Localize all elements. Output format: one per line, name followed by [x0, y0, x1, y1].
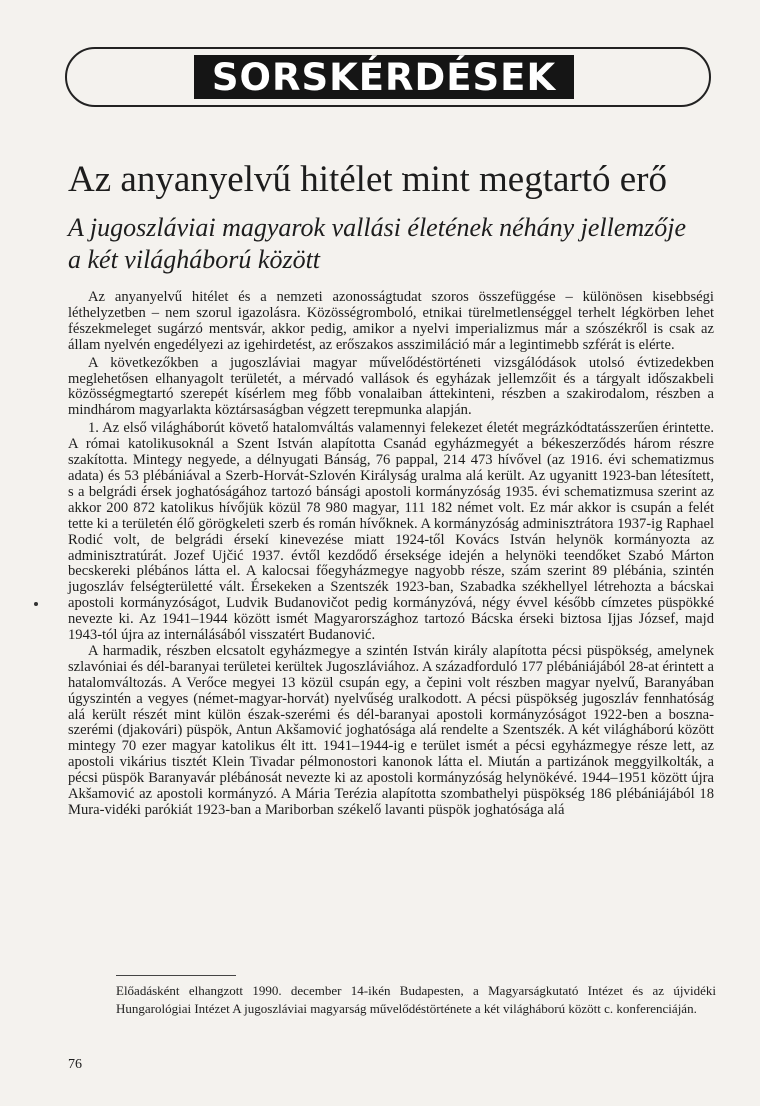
paragraph-scope: A következőkben a jugoszláviai magyar művelődéstörténeti vizsgálódások utolsó évtizedekben meglehetősen elhanyagolt területét, a mérvadó vallások és egyházak jellemzőit és a tárgyalt időszakbeli közösségmegtartó szerepét kísérlem meg főbb vonalaiban áttekinteni, részben a szakirodalom, részben a mindhárom magyarlakta köztársaságban végzett terepmunka alapján. — [68, 354, 714, 419]
article-body — [68, 290, 714, 819]
subtitle-line-2: a két világháború között — [68, 245, 321, 274]
margin-dot — [34, 602, 38, 606]
subtitle-line-1: A jugoszláviai magyarok vallási életének néhány jellemzője — [68, 213, 687, 242]
article-title: Az anyanyelvű hitélet mint megtartó erő — [68, 159, 667, 200]
paragraph-intro: Az anyanyelvű hitélet és a nemzeti azonosságtudat szoros összefüggése – különösen kisebbségi léthelyzetben – nem szorul igazolásra. Közösségromboló, etnikai türelmetlenséggel terhelt légkörben lehet fészekmeleget sugárzó mentsvár, akkor pedig, amikor a nyelvi imperializmus már a szószékről is csak az állam nyelvén engedélyezi az igehirdetést, az erőszakos asszimiláció már a legintimebb szférát is elérte. — [68, 289, 714, 353]
page-number: 76 — [68, 1057, 82, 1072]
paragraph-pecs-diocese: A harmadik, részben elcsatolt egyházmegye a szintén István király alapította pécsi püspökség, amelynek szlavóniai és dél-baranyai területei kerültek Jugoszláviához. A századforduló 177 plébániájából 28-at érintett a hatalomváltozás. A Verőce megyei 13 közül csupán egy, a čepini volt részben magyar nyelvű, Baranyában úgyszintén a vegyes (német-magyar-horvát) nyelvűség uralkodott. A pécsi püspökség jugoszláv fennhatóság alá került részét mint külön észak-szerémi és dél-baranyai apostoli kormányzóságot 1922-ben a boszna-szerémi (djakovári) püspök, Antun Akšamović joghatósága alá rendelte a Szentszék. A két világháború között mintegy 70 ezer magyar katolikus élt itt. 1941–1944-ig e terület ismét a pécsi egyházmegye része lett, az apostoli vikárius tisztét Klein Tivadar pélmonostori kanonok látta el. Miután a partizánok meggyilkolták, a pécsi püspök Baranyavár plébánosát nevezte ki az apostoli kormányzóság helynökévé. 1944–1951 között újra Akšamović az apostoli kormányzó. A Mária Terézia alapította szombathelyi püspökség 186 plébániájából 18 Mura-vidéki parókiát 1923-ban a Mariborban székelő lavanti püspök joghatósága alá — [68, 642, 714, 818]
paragraph-section-1: 1. Az első világháborút követő hatalomváltás valamennyi felekezet életét megrázkódtatásszerűen érintette. A római katolikusoknál a Szent István alapította Csanád egyházmegyét a békeszerződés három részre szakította. Mintegy negyede, a délnyugati Bánság, 76 pappal, 214 473 hívővel (az 1916. évi schematizmus adata) és 53 plébániával a Szerb-Horvát-Szlovén Királyság uralma alá került. Az ugyanitt 1923-ban létesített, s a belgrádi érsek joghatóságához tartozó bánsági apostoli kormányzóság 1935. évi schematizmusa szerint az akkor 200 872 katolikus hívőjük közül 78 980 magyar, 111 182 német volt. Ez már akkor is csupán a felét tette ki a területén élő görögkeleti szerb és román hívőknek. A kormányzóság adminisztrátora 1937-ig Raphael Rodić volt, de belgrádi érsekí kinevezése miatt 1924-től Kovács István helynök kormányozta az adminisztratúrát. Jozef Ujčić 1937. évtől kezdődő érseksége idején a helynöki teendőket Szabó Márton becskereki plébános látta el. A kalocsai főegyházmegye nagyobb része, szám szerint 89 plébánia, szintén jugoszláv felségterületté vált. Érsekeken a Szentszék 1923-ban, Szabadka székhellyel létrehozta a bácskai apostoli kormányzóságot, Ludvik Budanovičot pedig kormányzóvá, négy évvel később címzetes püspökké nevezte ki. Az 1941–1944 között ismét Magyarországhoz tartozó Bácska érseki biztosa Ijjas József, majd 1943-tól újra az internálásából visszatért Budanović. — [68, 420, 714, 644]
footnote-rule — [116, 975, 236, 976]
section-header: SORSKÉRDÉSEK — [194, 55, 574, 99]
footnote: Előadásként elhangzott 1990. december 14-ikén Budapesten, a Magyarságkutató Intézet és az újvidéki Hungarológiai Intézet A jugoszláviai magyarság művelődéstörténete a két világháború között c. konferenciáján. — [116, 983, 716, 1016]
article-subtitle — [68, 212, 718, 276]
